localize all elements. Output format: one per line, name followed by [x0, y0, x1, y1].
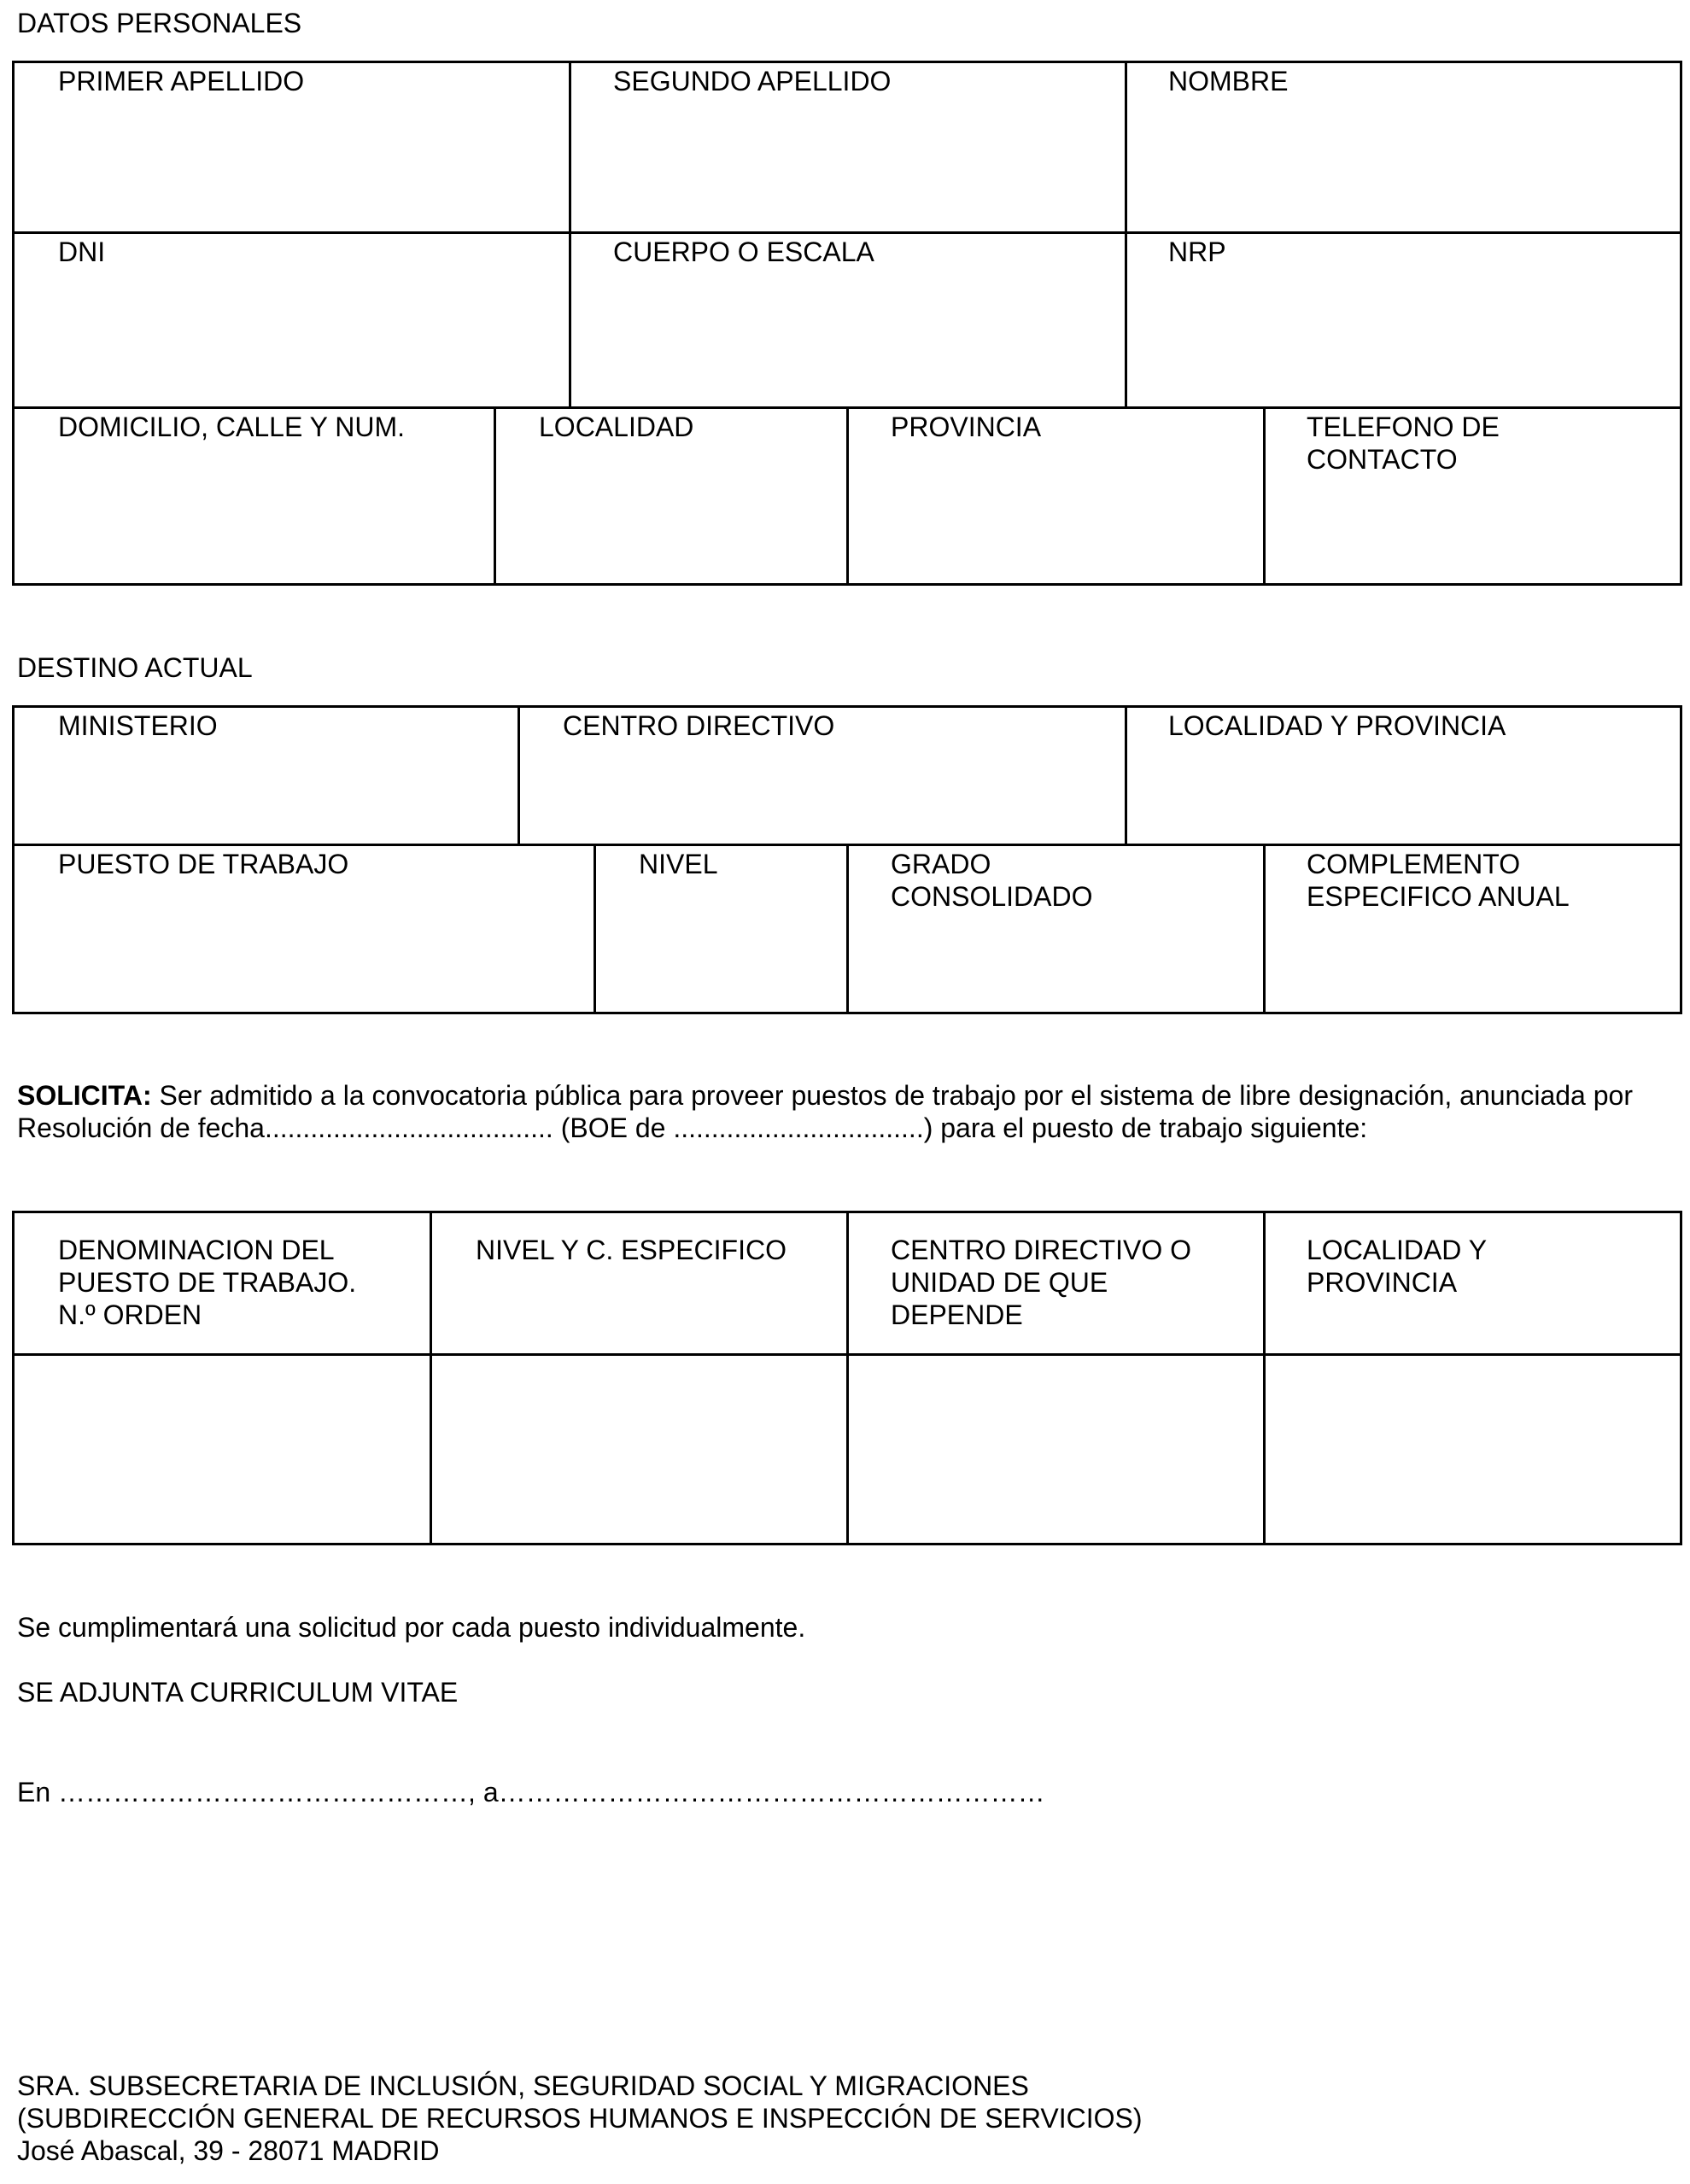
field-dni[interactable] [15, 234, 569, 406]
input-denominacion[interactable] [15, 1356, 430, 1545]
field-telefono[interactable] [1266, 409, 1680, 586]
field-label: DNI [58, 237, 106, 267]
field-label: SEGUNDO APELLIDO [613, 66, 892, 96]
note-una-solicitud: Se cumplimentará una solicitud por cada puesto individualmente. [17, 1612, 806, 1643]
destinatario-line1: SRA. SUBSECRETARIA DE INCLUSIÓN, SEGURIDAD SOCIAL Y MIGRACIONES [17, 2070, 1029, 2101]
field-label: LOCALIDAD Y PROVINCIA [1168, 710, 1506, 741]
input-centro-directivo[interactable] [849, 1356, 1263, 1545]
field-label: PUESTO DE TRABAJO [58, 849, 349, 879]
field-ministerio[interactable] [15, 708, 518, 844]
field-complemento-especifico[interactable] [1266, 846, 1680, 1014]
field-grado-consolidado[interactable] [849, 846, 1263, 1014]
destino-actual-table [12, 705, 1682, 1014]
header-localidad-provincia [1266, 1213, 1680, 1353]
field-label: DOMICILIO, CALLE Y NUM. [58, 412, 406, 442]
field-label: CENTRO DIRECTIVO [563, 710, 835, 741]
field-localidad-provincia[interactable] [1127, 708, 1680, 844]
field-label: COMPLEMENTO ESPECIFICO ANUAL [1307, 849, 1570, 912]
field-label: MINISTERIO [58, 710, 218, 741]
field-centro-directivo[interactable] [520, 708, 1125, 844]
solicita-text: Ser admitido a la convocatoria pública para proveer puestos de trabajo por el sistema de libre designación, anunciada por Resolución de fecha...................................... (BOE de .................................) para el puesto de trabajo siguiente: [17, 1080, 1640, 1143]
solicita-paragraph [17, 1079, 1682, 1144]
destinatario-line2: (SUBDIRECCIÓN GENERAL DE RECURSOS HUMANOS E INSPECCIÓN DE SERVICIOS) [17, 2103, 1143, 2134]
field-label: NRP [1168, 237, 1226, 267]
input-nivel-c-especifico[interactable] [432, 1356, 846, 1545]
field-label: PROVINCIA [891, 412, 1042, 442]
field-localidad[interactable] [496, 409, 846, 586]
field-label: LOCALIDAD [539, 412, 694, 442]
section-heading-datos-personales: DATOS PERSONALES [17, 8, 302, 38]
destinatario-line3: José Abascal, 39 - 28071 MADRID [17, 2135, 440, 2166]
header-label: LOCALIDAD Y PROVINCIA [1307, 1235, 1488, 1298]
field-segundo-apellido[interactable] [571, 63, 1125, 231]
header-label: DENOMINACION DEL PUESTO DE TRABAJO. N.º ORDEN [58, 1235, 357, 1330]
field-provincia[interactable] [849, 409, 1263, 586]
field-puesto-trabajo[interactable] [15, 846, 594, 1014]
field-cuerpo-escala[interactable] [571, 234, 1125, 406]
section-heading-destino-actual: DESTINO ACTUAL [17, 652, 253, 683]
note-curriculum: SE ADJUNTA CURRICULUM VITAE [17, 1677, 459, 1708]
header-nivel-c-especifico [432, 1213, 846, 1353]
lugar-fecha-line: En ………………………………………, a…………………………………………………… [17, 1777, 1045, 1807]
header-label: CENTRO DIRECTIVO O UNIDAD DE QUE DEPENDE [891, 1235, 1192, 1330]
solicita-label: SOLICITA: [17, 1080, 152, 1111]
field-label: NOMBRE [1168, 66, 1289, 96]
field-domicilio[interactable] [15, 409, 494, 586]
input-localidad-provincia[interactable] [1266, 1356, 1680, 1545]
field-nombre[interactable] [1127, 63, 1680, 231]
field-label: NIVEL [639, 849, 718, 879]
field-label: PRIMER APELLIDO [58, 66, 305, 96]
header-denominacion [15, 1213, 430, 1353]
puesto-solicitado-table [12, 1211, 1682, 1545]
field-label: GRADO CONSOLIDADO [891, 849, 1093, 912]
header-centro-directivo [849, 1213, 1263, 1353]
field-primer-apellido[interactable] [15, 63, 569, 231]
field-nivel[interactable] [596, 846, 846, 1014]
field-label: TELEFONO DE CONTACTO [1307, 412, 1500, 475]
datos-personales-table [12, 61, 1682, 586]
field-label: CUERPO O ESCALA [613, 237, 874, 267]
header-label: NIVEL Y C. ESPECIFICO [476, 1235, 787, 1265]
field-nrp[interactable] [1127, 234, 1680, 406]
